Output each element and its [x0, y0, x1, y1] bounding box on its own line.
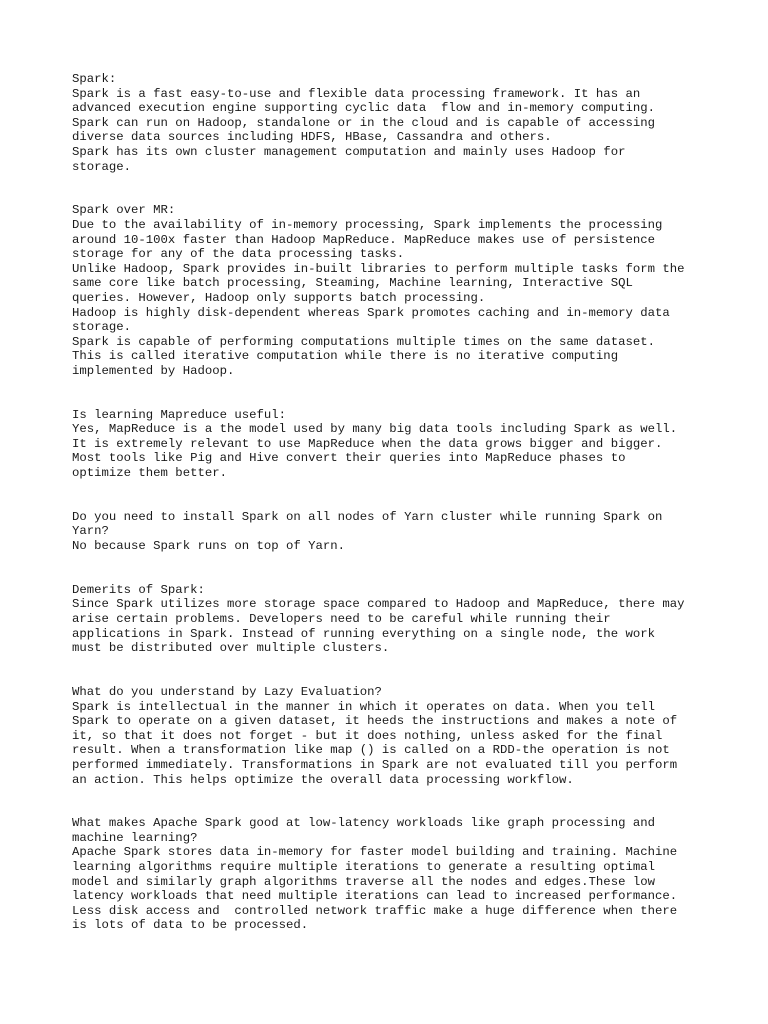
section-heading: Is learning Mapreduce useful: — [72, 407, 287, 422]
body-line: an action. This helps optimize the overall data processing workflow. — [72, 772, 574, 787]
document-page — [72, 72, 712, 962]
section-spark-over-mr — [72, 203, 712, 378]
body-line: Less disk access and controlled network traffic make a huge difference when there — [72, 903, 678, 918]
body-line: This is called iterative computation while there is no iterative computing — [72, 349, 619, 364]
body-line: Since Spark utilizes more storage space compared to Hadoop and MapReduce, there may — [72, 597, 685, 612]
body-line: Hadoop is highly disk-dependent whereas Spark promotes caching and in-memory data — [72, 305, 670, 320]
body-line: Spark is a fast easy-to-use and flexible data processing framework. It has an — [72, 86, 641, 101]
section-demerits-of-spark — [72, 583, 712, 656]
body-line: It is extremely relevant to use MapReduce when the data grows bigger and bigger. — [72, 436, 663, 451]
section-heading: Demerits of Spark: — [72, 582, 205, 597]
section-lazy-evaluation — [72, 685, 712, 787]
section-heading: Do you need to install Spark on all nodes of Yarn cluster while running Spark on — [72, 509, 663, 524]
body-line: storage. — [72, 159, 132, 174]
body-line: is lots of data to be processed. — [72, 918, 309, 933]
body-line: diverse data sources including HDFS, HBase, Cassandra and others. — [72, 130, 552, 145]
body-line: storage. — [72, 320, 132, 335]
section-heading: What do you understand by Lazy Evaluation? — [72, 684, 382, 699]
body-line: optimize them better. — [72, 466, 227, 481]
body-line: Spark has its own cluster management computation and mainly uses Hadoop for — [72, 144, 626, 159]
section-learning-mapreduce — [72, 408, 712, 481]
body-line: implemented by Hadoop. — [72, 363, 235, 378]
body-line: Spark can run on Hadoop, standalone or in the cloud and is capable of accessing — [72, 115, 655, 130]
body-line: around 10-100x faster than Hadoop MapReduce. MapReduce makes use of persistence — [72, 232, 655, 247]
body-line: result. When a transformation like map () is called on a RDD-the operation is not — [72, 743, 670, 758]
body-line: applications in Spark. Instead of running everything on a single node, the work — [72, 626, 655, 641]
body-line: Spark is intellectual in the manner in which it operates on data. When you tell — [72, 699, 655, 714]
section-low-latency-workloads — [72, 816, 712, 933]
body-line: learning algorithms require multiple iterations to generate a resulting optimal — [72, 860, 655, 875]
body-line: latency workloads that need multiple iterations can lead to increased performance. — [72, 889, 678, 904]
section-heading: Spark: — [72, 72, 117, 86]
body-line: Unlike Hadoop, Spark provides in-built libraries to perform multiple tasks form the — [72, 261, 685, 276]
body-line: must be distributed over multiple clusters. — [72, 641, 390, 656]
body-line: Spark to operate on a given dataset, it heeds the instructions and makes a note of — [72, 714, 678, 729]
body-line: it, so that it does not forget - but it does nothing, unless asked for the final — [72, 728, 663, 743]
body-line: performed immediately. Transformations in Spark are not evaluated till you perform — [72, 757, 678, 772]
body-line: No because Spark runs on top of Yarn. — [72, 539, 346, 553]
body-line: storage for any of the data processing tasks. — [72, 247, 405, 262]
body-line: model and similarly graph algorithms traverse all the nodes and edges.These low — [72, 874, 655, 889]
body-line: Yarn? — [72, 524, 109, 539]
body-line: advanced execution engine supporting cyclic data flow and in-memory computing. — [72, 101, 655, 116]
body-line: queries. However, Hadoop only supports batch processing. — [72, 290, 486, 305]
body-line: Spark is capable of performing computations multiple times on the same dataset. — [72, 334, 655, 349]
body-line: Due to the availability of in-memory processing, Spark implements the processing — [72, 217, 663, 232]
body-line: same core like batch processing, Steaming, Machine learning, Interactive SQL — [72, 276, 633, 291]
section-heading: Spark over MR: — [72, 203, 176, 218]
body-line: Yes, MapReduce is a the model used by many big data tools including Spark as well. — [72, 422, 678, 437]
body-line: arise certain problems. Developers need to be careful while running their — [72, 611, 611, 626]
body-line: Most tools like Pig and Hive convert their queries into MapReduce phases to — [72, 451, 626, 466]
body-line: machine learning? — [72, 830, 198, 845]
section-spark — [72, 72, 712, 174]
section-install-spark-yarn — [72, 510, 712, 554]
section-heading: What makes Apache Spark good at low-latency workloads like graph processing and — [72, 816, 655, 831]
body-line: Apache Spark stores data in-memory for faster model building and training. Machine — [72, 845, 678, 860]
